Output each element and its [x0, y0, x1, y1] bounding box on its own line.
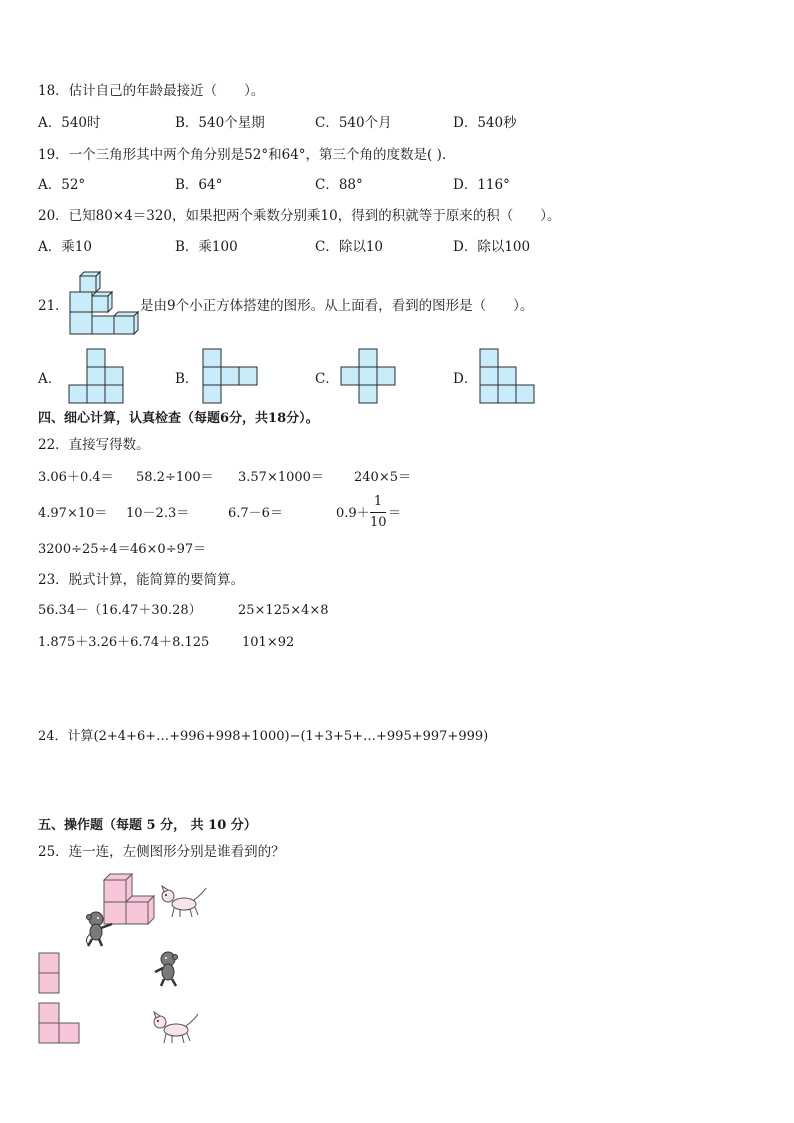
q25-view-shape-2: [38, 1002, 84, 1046]
monkey-icon: [82, 910, 116, 948]
q23-expr-1: 56.34－（16.47＋30.28）: [38, 603, 202, 618]
q22-expr-9: 3200÷25÷4＝: [38, 542, 131, 557]
q19-option-b: B．64°: [175, 177, 223, 193]
q22-expr-5: 4.97×10＝: [38, 506, 108, 521]
dog-icon: [150, 1010, 200, 1046]
q24-stem: 24．计算(2+4+6+…+996+998+1000)−(1+3+5+…+995+997+999): [38, 729, 489, 744]
q21-option-c-figure: [340, 348, 400, 408]
fraction-numerator: 1: [373, 494, 383, 509]
q21-option-d-figure: [479, 348, 539, 408]
q20-option-a: A．乘10: [38, 239, 92, 255]
q21-option-a-figure: [68, 348, 126, 408]
q23-expr-3: 1.875＋3.26＋6.74＋8.125: [38, 635, 210, 650]
q22-expr-10: 46×0÷97＝: [130, 542, 207, 557]
q21-stem: 是由9个小正方体搭建的图形。从上面看，看到的图形是（ ）。: [140, 298, 534, 314]
q23-expr-4: 101×92: [242, 635, 295, 650]
q22-fraction: [370, 494, 386, 531]
q21-cube-stack-figure: [68, 270, 140, 340]
q18-option-b: B．540个星期: [175, 115, 265, 131]
q19-option-c: C．88°: [315, 177, 363, 193]
q25-stem: 25．连一连，左侧图形分别是谁看到的？: [38, 844, 285, 860]
q21-option-b-label: B．: [175, 371, 199, 387]
dog-icon: [160, 884, 208, 920]
q22-expr-1: 3.06＋0.4＝: [38, 470, 114, 485]
section-5-title: 五、操作题（每题 5 分， 共 10 分）: [38, 818, 257, 833]
fraction-bar: [370, 512, 386, 513]
q22-expr-4: 240×5＝: [354, 470, 411, 485]
section-4-title: 四、细心计算，认真检查（每题6分，共18分）。: [38, 411, 319, 426]
q19-option-a: A．52°: [38, 177, 86, 193]
q23-stem: 23．脱式计算，能简算的要简算。: [38, 572, 245, 588]
monkey-icon: [152, 950, 186, 988]
q19-option-d: D．116°: [453, 177, 510, 193]
fraction-denominator: 10: [370, 515, 387, 530]
q22-expr-6: 10－2.3＝: [126, 506, 190, 521]
q22-expr-2: 58.2÷100＝: [136, 470, 214, 485]
q21-number: 21．: [38, 298, 69, 314]
q18-option-a: A．540时: [38, 115, 101, 131]
q25-view-shape-1: [38, 952, 62, 996]
q23-expr-2: 25×125×4×8: [238, 603, 329, 618]
q22-expr-8-prefix: 0.9＋: [336, 506, 370, 521]
q21-option-d-label: D．: [453, 371, 478, 387]
q21-option-c-label: C．: [315, 371, 339, 387]
q22-expr-3: 3.57×1000＝: [238, 470, 324, 485]
q20-option-c: C．除以10: [315, 239, 384, 255]
q18-option-d: D．540秒: [453, 115, 517, 131]
q20-option-d: D．除以100: [453, 239, 531, 255]
q20-stem: 20．已知80×4＝320，如果把两个乘数分别乘10，得到的积就等于原来的积（ ）。: [38, 208, 561, 224]
q18-option-c: C．540个月: [315, 115, 392, 131]
q21-option-b-figure: [202, 348, 262, 408]
q19-stem: 19．一个三角形其中两个角分别是52°和64°，第三个角的度数是( ).: [38, 147, 447, 163]
q22-expr-7: 6.7－6＝: [228, 506, 283, 521]
q22-stem: 22．直接写得数。: [38, 437, 150, 453]
q21-option-a-label: A．: [38, 371, 62, 387]
q22-expr-8-suffix: ＝: [388, 506, 402, 521]
q20-option-b: B．乘100: [175, 239, 238, 255]
q18-stem: 18．估计自己的年龄最接近（ ）。: [38, 83, 265, 99]
